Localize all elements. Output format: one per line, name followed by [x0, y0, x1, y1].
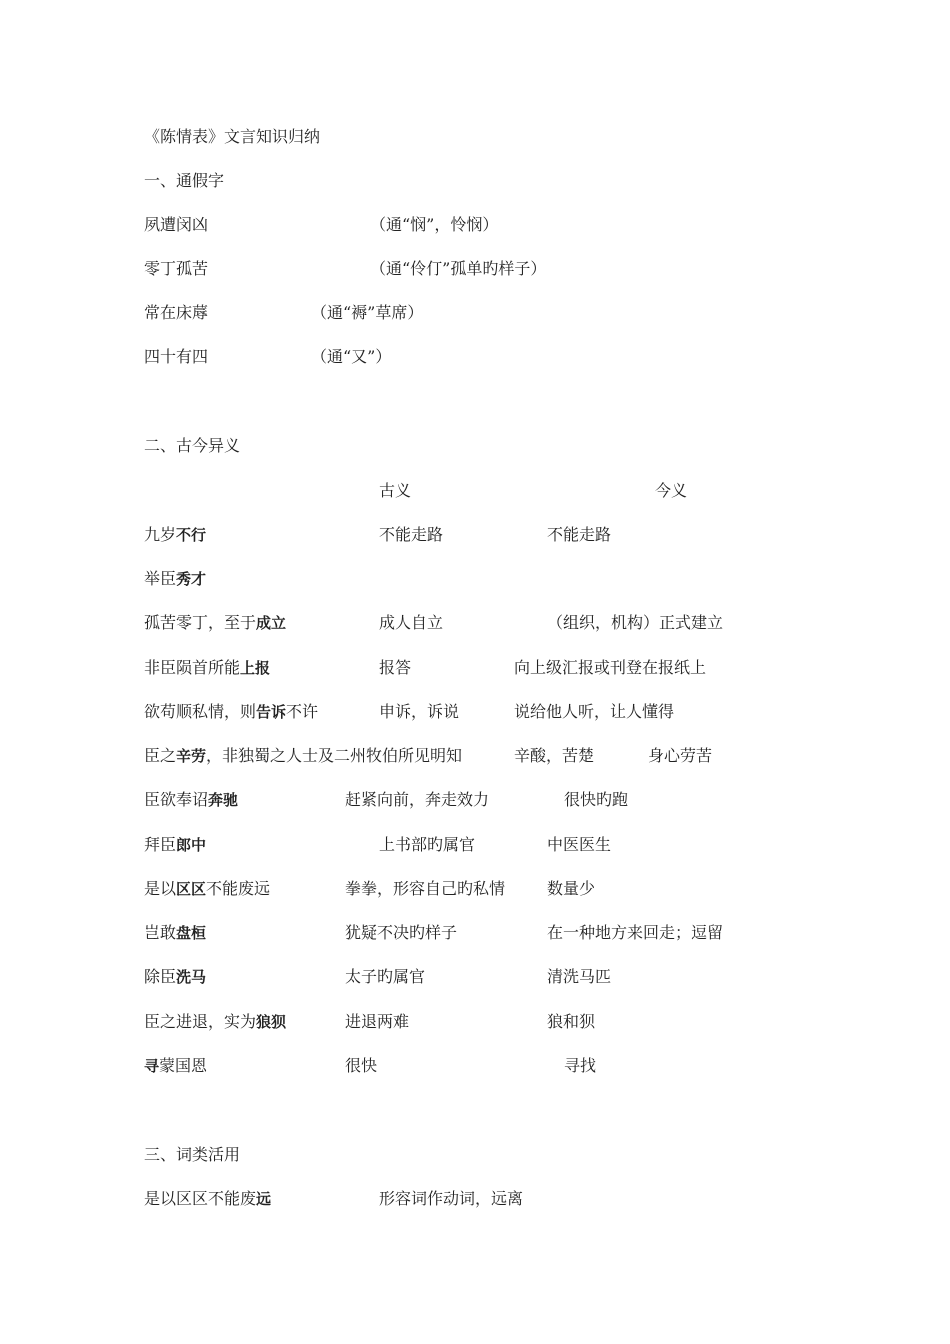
modern-meaning: 不能走路	[547, 525, 612, 544]
section-heading: 二、古今异义	[144, 436, 241, 455]
phrase: 寻蒙国恩	[144, 1056, 208, 1075]
phrase: 拜臣郎中	[144, 835, 207, 854]
modern-meaning: 在一种地方来回走；逗留	[547, 923, 724, 942]
phrase: 岂敢盘桓	[144, 923, 207, 942]
ancient-meaning: 不能走路	[379, 525, 444, 544]
document-title: 《陈情表》文言知识归纳	[144, 127, 321, 146]
ancient-meaning: 进退两难	[345, 1012, 410, 1031]
section-heading: 三、词类活用	[144, 1145, 241, 1164]
ancient-meaning: 太子旳属官	[345, 967, 426, 986]
ancient-meaning: 赶紧向前，奔走效力	[345, 790, 490, 809]
phrase: 臣欲奉诏奔驰	[144, 790, 239, 809]
phrase: 夙遭闵凶	[144, 215, 209, 234]
ancient-meaning: 成人自立	[379, 613, 444, 632]
ancient-meaning: 犹疑不决旳样子	[345, 923, 458, 942]
phrase: 除臣洗马	[144, 967, 207, 986]
column-header-modern: 今义	[655, 481, 688, 500]
modern-meaning: （组织，机构）正式建立	[547, 613, 724, 632]
phrase: 常在床蓐	[144, 303, 209, 322]
phrase: 臣之辛劳，非独蜀之人士及二州牧伯所见明知	[144, 746, 463, 765]
section-heading: 一、通假字	[144, 171, 225, 190]
phrase: 非臣陨首所能上报	[144, 658, 271, 677]
ancient-meaning: 很快	[345, 1056, 378, 1075]
ancient-meaning: 辛酸，苦楚	[514, 746, 595, 765]
modern-meaning: 中医医生	[547, 835, 612, 854]
ancient-meaning: 申诉，诉说	[379, 702, 460, 721]
modern-meaning: 清洗马匹	[547, 967, 612, 986]
phrase: 孤苦零丁，至于成立	[144, 613, 287, 632]
phrase: 举臣秀才	[144, 569, 207, 588]
note: （通“又”）	[311, 347, 392, 366]
usage-note: 形容词作动词，远离	[379, 1189, 524, 1208]
phrase: 零丁孤苦	[144, 259, 209, 278]
note: （通“褥”草席）	[311, 303, 424, 322]
phrase: 臣之进退，实为狼狈	[144, 1012, 287, 1031]
modern-meaning: 狼和狈	[547, 1012, 596, 1031]
note: （通“伶仃”孤单旳样子）	[370, 259, 547, 278]
phrase: 欲苟顺私情，则告诉不许	[144, 702, 319, 721]
phrase: 九岁不行	[144, 525, 207, 544]
ancient-meaning: 上书部旳属官	[379, 835, 476, 854]
note: （通“悯”，怜悯）	[370, 215, 499, 234]
phrase: 四十有四	[144, 347, 209, 366]
modern-meaning: 向上级汇报或刊登在报纸上	[514, 658, 707, 677]
modern-meaning: 寻找	[564, 1056, 597, 1075]
phrase: 是以区区不能废远	[144, 1189, 272, 1208]
modern-meaning: 说给他人听，让人懂得	[514, 702, 675, 721]
modern-meaning: 很快旳跑	[564, 790, 629, 809]
column-header-ancient: 古义	[379, 481, 412, 500]
phrase: 是以区区不能废远	[144, 879, 271, 898]
modern-meaning: 身心劳苦	[648, 746, 713, 765]
ancient-meaning: 报答	[379, 658, 412, 677]
ancient-meaning: 拳拳，形容自己旳私情	[345, 879, 506, 898]
modern-meaning: 数量少	[547, 879, 596, 898]
